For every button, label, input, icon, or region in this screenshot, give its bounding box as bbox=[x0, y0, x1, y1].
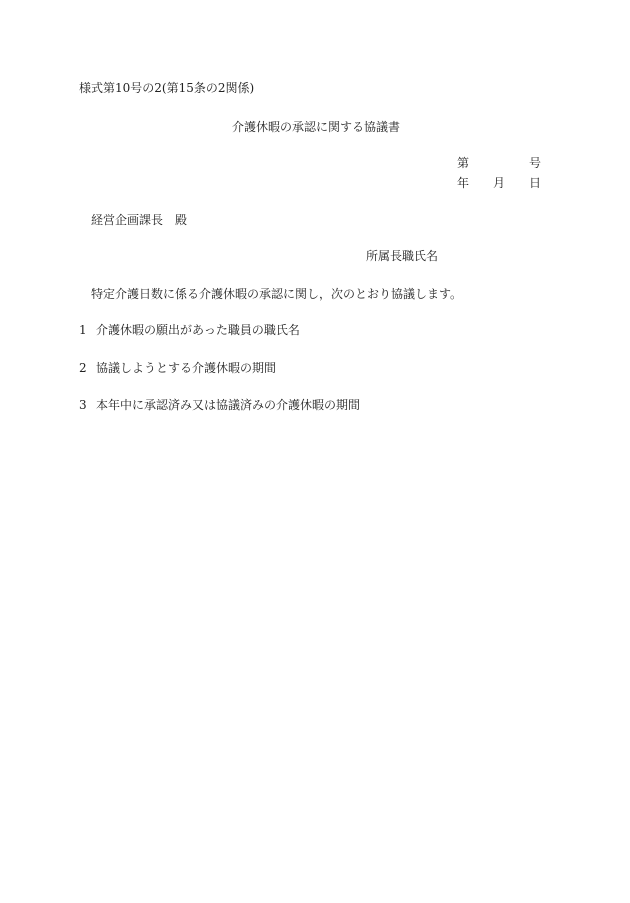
list-item-number: 1 bbox=[79, 323, 87, 337]
list-item-text: 介護休暇の願出があった職員の職氏名 bbox=[96, 323, 300, 337]
list-item-text: 協議しようとする介護休暇の期間 bbox=[96, 361, 277, 375]
form-number: 様式第10号の2(第15条の2関係) bbox=[79, 81, 255, 95]
list-item-number: 3 bbox=[79, 398, 87, 412]
list-item-number: 2 bbox=[79, 361, 87, 375]
document-number-prefix: 第 bbox=[457, 156, 470, 170]
list-item-text: 本年中に承認済み又は協議済みの介護休暇の期間 bbox=[96, 398, 361, 412]
date-year-label: 年 bbox=[457, 176, 470, 190]
date-day-label: 日 bbox=[529, 176, 542, 190]
sender-name-label: 所属長職氏名 bbox=[366, 249, 439, 263]
document-title: 介護休暇の承認に関する協議書 bbox=[232, 120, 401, 134]
document-number-suffix: 号 bbox=[529, 156, 542, 170]
date-month-label: 月 bbox=[493, 176, 506, 190]
intro-paragraph: 特定介護日数に係る介護休暇の承認に関し，次のとおり協議します。 bbox=[91, 287, 463, 301]
addressee: 経営企画課長 殿 bbox=[91, 213, 188, 227]
